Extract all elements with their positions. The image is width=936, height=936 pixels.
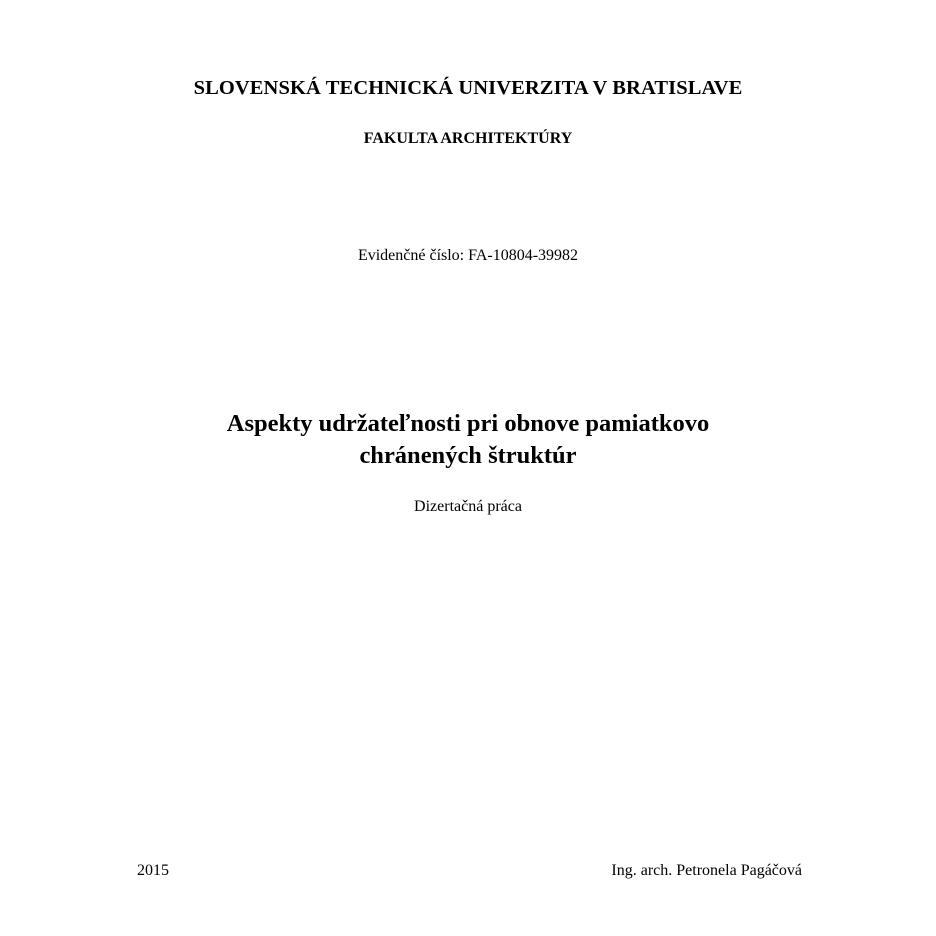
faculty-name: FAKULTA ARCHITEKTÚRY <box>363 130 573 147</box>
author-name: Ing. arch. Petronela Pagáčová <box>611 862 802 879</box>
thesis-title-line-2: chránených štruktúr <box>359 442 577 469</box>
thesis-type: Dizertačná práca <box>414 498 522 515</box>
thesis-title <box>0 408 936 472</box>
thesis-title-line-1: Aspekty udržateľnosti pri obnove pamiatkovo <box>226 410 710 437</box>
year: 2015 <box>137 862 169 879</box>
university-name: SLOVENSKÁ TECHNICKÁ UNIVERZITA V BRATISLAVE <box>193 77 743 99</box>
evidence-number: Evidenčné číslo: FA-10804-39982 <box>357 247 579 264</box>
